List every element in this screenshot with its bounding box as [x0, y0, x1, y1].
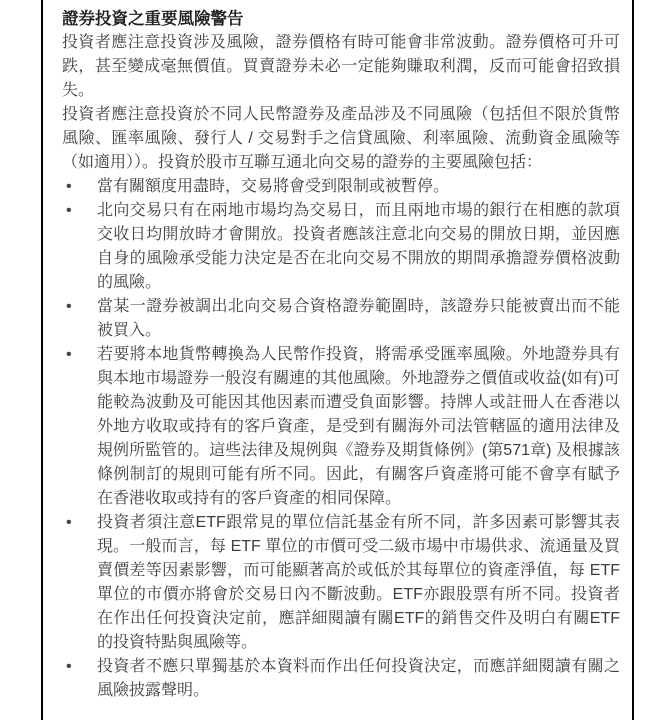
list-item-text: 當有關額度用盡時，交易將會受到限制或被暫停。 — [97, 178, 450, 195]
bullet-icon: • — [66, 514, 72, 531]
list-item-text: 若要將本地貨幣轉換為人民幣作投資，將需承受匯率風險。外地證券具有與本地市場證券一般沒有關連的其他風險。外地證券之價值或收益(如有)可能較為波動及可能因其他因素而遭受負面影響。持牌人或註冊人在香港以外地方收取或持有的客戶資產，是受到有關海外司法管轄區的適用法律及規例所監管的。這些法律及規例與《證券及期貨條例》(第571章) 及根據該條例制訂的規則可能有所不同。因此，有關客戶資產將可能不會享有賦予在香港收取或持有的客戶資產的相同保障。 — [97, 346, 620, 507]
intro-paragraph-rmb-risk: 投資者應注意投資於不同人民幣證券及產品涉及不同風險（包括但不限於貨幣風險、匯率風險、發行人 / 交易對手之信貸風險、利率風險、流動資金風險等（如適用））。投資於股市互聯互通北向交易的證券的主要風險包括： — [62, 106, 620, 171]
list-item-delisted-securities — [62, 295, 620, 343]
risk-warning-content — [62, 7, 620, 703]
bullet-icon: • — [66, 178, 72, 195]
list-item-text: 北向交易只有在兩地市場均為交易日，而且兩地市場的銀行在相應的款項交收日均開放時才會開放。投資者應該注意北向交易的開放日期，並因應自身的風險承受能力決定是否在北向交易不開放的期間承擔證券價格波動的風險。 — [97, 202, 620, 291]
list-item-etf-risk — [62, 511, 620, 655]
bullet-icon: • — [66, 298, 72, 315]
list-item-text: 投資者須注意ETF跟常見的單位信託基金有所不同，許多因素可影響其表現。一般而言，每 ETF 單位的市價可受二級市場中市場供求、流通量及買賣價差等因素影響，而可能顯著高於或低於其每單位的資產淨值，每 ETF 單位的市價亦將會於交易日內不斷波動。ETF亦跟股票有所不同。投資者在作出任何投資決定前，應詳細閱讀有關ETF的銷售交件及明白有關ETF的投資特點與風險等。 — [97, 514, 620, 651]
right-border-line — [632, 0, 634, 720]
left-border-line — [41, 0, 43, 720]
list-item-text: 當某一證券被調出北向交易合資格證券範圍時，該證券只能被賣出而不能被買入。 — [97, 298, 620, 339]
bullet-icon: • — [66, 202, 72, 219]
list-item-quota-limit — [62, 175, 620, 199]
bullet-icon: • — [66, 658, 72, 675]
bullet-icon: • — [66, 346, 72, 363]
list-item-trading-days — [62, 199, 620, 295]
list-item-text: 投資者不應只單獨基於本資料而作出任何投資決定，而應詳細閱讀有關之風險披露聲明。 — [97, 658, 620, 699]
risk-bullet-list — [62, 175, 620, 703]
list-item-read-disclosure — [62, 655, 620, 703]
page-title: 證券投資之重要風險警告 — [62, 10, 244, 28]
list-item-currency-overseas-risk — [62, 343, 620, 511]
intro-paragraph-general-risk: 投資者應注意投資涉及風險，證券價格有時可能會非常波動。證券價格可升可跌，甚至變成毫無價值。買賣證券未必一定能夠賺取利潤，反而可能會招致損失。 — [62, 34, 620, 99]
